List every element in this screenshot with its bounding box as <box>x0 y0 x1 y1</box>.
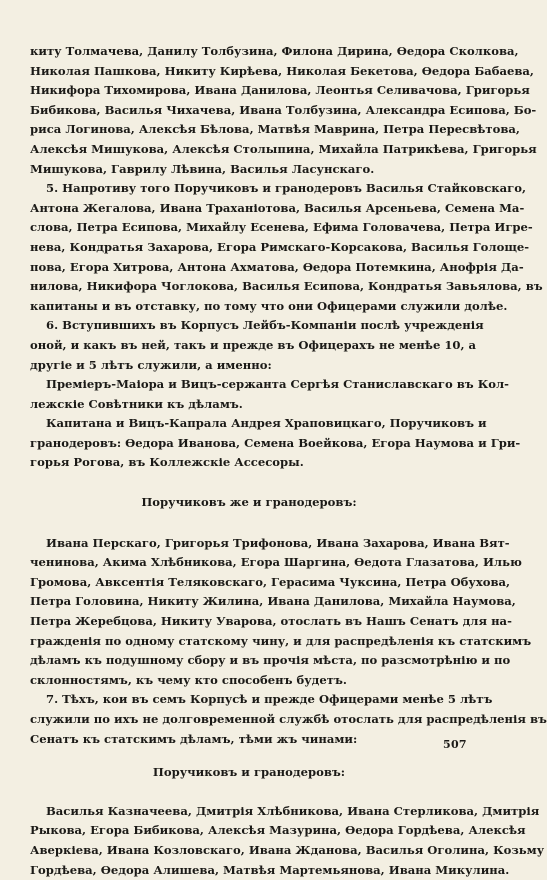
text-line: риса Логинова, Алексѣя Бѣлова, Матвѣя Маврина, Петра Пересвѣтова, <box>30 122 520 137</box>
paragraph <box>30 534 532 691</box>
text-line: 5. Напротиву того Поручиковъ и гранодеровъ Василья Стайковскаго, <box>46 181 527 196</box>
text-line: 6. Вступившихъ въ Корпусъ Лейбъ-Компаніи послѣ учрежденія <box>46 318 484 333</box>
text-line: Николая Пашкова, Никиту Кирѣева, Николая Бекетова, Өедора Бабаева, <box>30 63 534 78</box>
text-line: Бибикова, Василья Чихачева, Ивана Толбузина, Александра Есипова, Бо- <box>30 102 537 117</box>
text-line: Капитана и Вицъ-Капрала Андрея Храповицкаго, Поручиковъ и <box>46 416 487 431</box>
page-number: 507 <box>443 738 467 751</box>
text-line: 7. Тѣхъ, кои въ семъ Корпусѣ и прежде Офицерами менѣе 5 лѣтъ <box>46 692 493 707</box>
document-body <box>30 42 547 880</box>
text-line: пова, Егора Хитрова, Антона Ахматова, Өедора Потемкина, Анофрія Да- <box>30 259 524 274</box>
paragraph <box>30 414 521 473</box>
text-line: Василья Казначеева, Дмитрія Хлѣбникова, Ивана Стерликова, Дмитрія <box>46 803 540 818</box>
paragraph-5 <box>30 179 543 316</box>
text-line: Громова, Авксентія Теляковскаго, Герасима Чуксина, Петра Обухова, <box>30 574 511 589</box>
text-line: Аверкіева, Ивана Козловскаго, Ивана Жданова, Василья Оголина, Козьму <box>30 842 545 857</box>
text-line: нева, Кондратья Захарова, Егора Римскаго-Корсакова, Василья Голоще- <box>30 239 530 254</box>
paragraph-7 <box>30 690 547 749</box>
paragraph-6 <box>30 316 484 375</box>
paragraph <box>30 802 545 880</box>
text-line: служили по ихъ не долговременной службѣ отослать для распредѣленія въ <box>30 712 547 726</box>
text-line: Преміеръ-Маіора и Вицъ-сержанта Сергѣя Станиславскаго въ Кол- <box>46 377 509 392</box>
text-line: киту Толмачева, Данилу Толбузина, Филона Дирина, Өедора Сколкова, <box>30 44 519 58</box>
text-line: дѣламъ къ подушному сбору и въ прочія мѣста, по разсмотрѣнію и по <box>30 653 511 668</box>
text-line: другіе и 5 лѣтъ служили, а именно: <box>30 357 272 372</box>
text-line: оной, и какъ въ ней, такъ и прежде въ Офицерахъ не менѣе 10, а <box>30 337 477 352</box>
text-line: Петра Головина, Никиту Жилина, Ивана Данилова, Михайла Наумова, <box>30 594 516 609</box>
text-line: Рыкова, Егора Бибикова, Алексѣя Мазурина, Өедора Гордѣева, Алексѣя <box>30 823 526 838</box>
text-line: ченинова, Акима Хлѣбникова, Егора Шаргина, Өедота Глазатова, Илью <box>30 555 522 570</box>
text-line: Сенатъ къ статскимъ дѣламъ, тѣми жъ чинами: <box>30 731 358 746</box>
paragraph <box>30 375 509 414</box>
text-line: нилова, Никифора Чоглокова, Василья Есипова, Кондратья Завьялова, въ <box>30 279 543 294</box>
text-line: Антона Жегалова, Ивана Траханіотова, Василья Арсеньева, Семена Ма- <box>30 200 525 215</box>
text-line: Мишукова, Гаврилу Лѣвина, Василья Ласунскаго. <box>30 161 375 176</box>
text-line: гранодеровъ: Өедора Иванова, Семена Воейкова, Егора Наумова и Гри- <box>30 435 521 450</box>
text-line: слова, Петра Есипова, Михайлу Есенева, Ефима Головачева, Петра Игре- <box>30 220 533 235</box>
text-line: Гордѣева, Өедора Алишева, Матвѣя Мартемьянова, Ивана Микулина. <box>30 862 510 877</box>
paragraph <box>30 42 537 179</box>
text-line: склонностямъ, къ чему кто способенъ будетъ. <box>30 672 347 687</box>
text-line: капитаны и въ отставку, по тому что они Офицерами служили долѣе. <box>30 298 508 313</box>
section-heading: Поручиковъ же и гранодеровъ: <box>141 495 357 510</box>
text-line: лежскіе Совѣтники къ дѣламъ. <box>30 396 243 411</box>
text-line: Петра Жеребцова, Никиту Уварова, отослать въ Нашъ Сенатъ для на- <box>30 614 512 629</box>
text-line: Алексѣя Мишукова, Алексѣя Столыпина, Михайла Патрикѣева, Григорья <box>30 141 537 156</box>
text-line: Никифора Тихомирова, Ивана Данилова, Леонтья Селивачова, Григорья <box>30 83 530 98</box>
text-line: гражденія по одному статскому чину, и для распредѣленія къ статскимъ <box>30 633 532 648</box>
text-line: горья Рогова, въ Коллежскіе Ассесоры. <box>30 455 304 470</box>
section-heading: Поручиковъ и гранодеровъ: <box>152 765 346 780</box>
text-line: Ивана Перскаго, Григорья Трифонова, Ивана Захарова, Ивана Вят- <box>46 535 510 550</box>
